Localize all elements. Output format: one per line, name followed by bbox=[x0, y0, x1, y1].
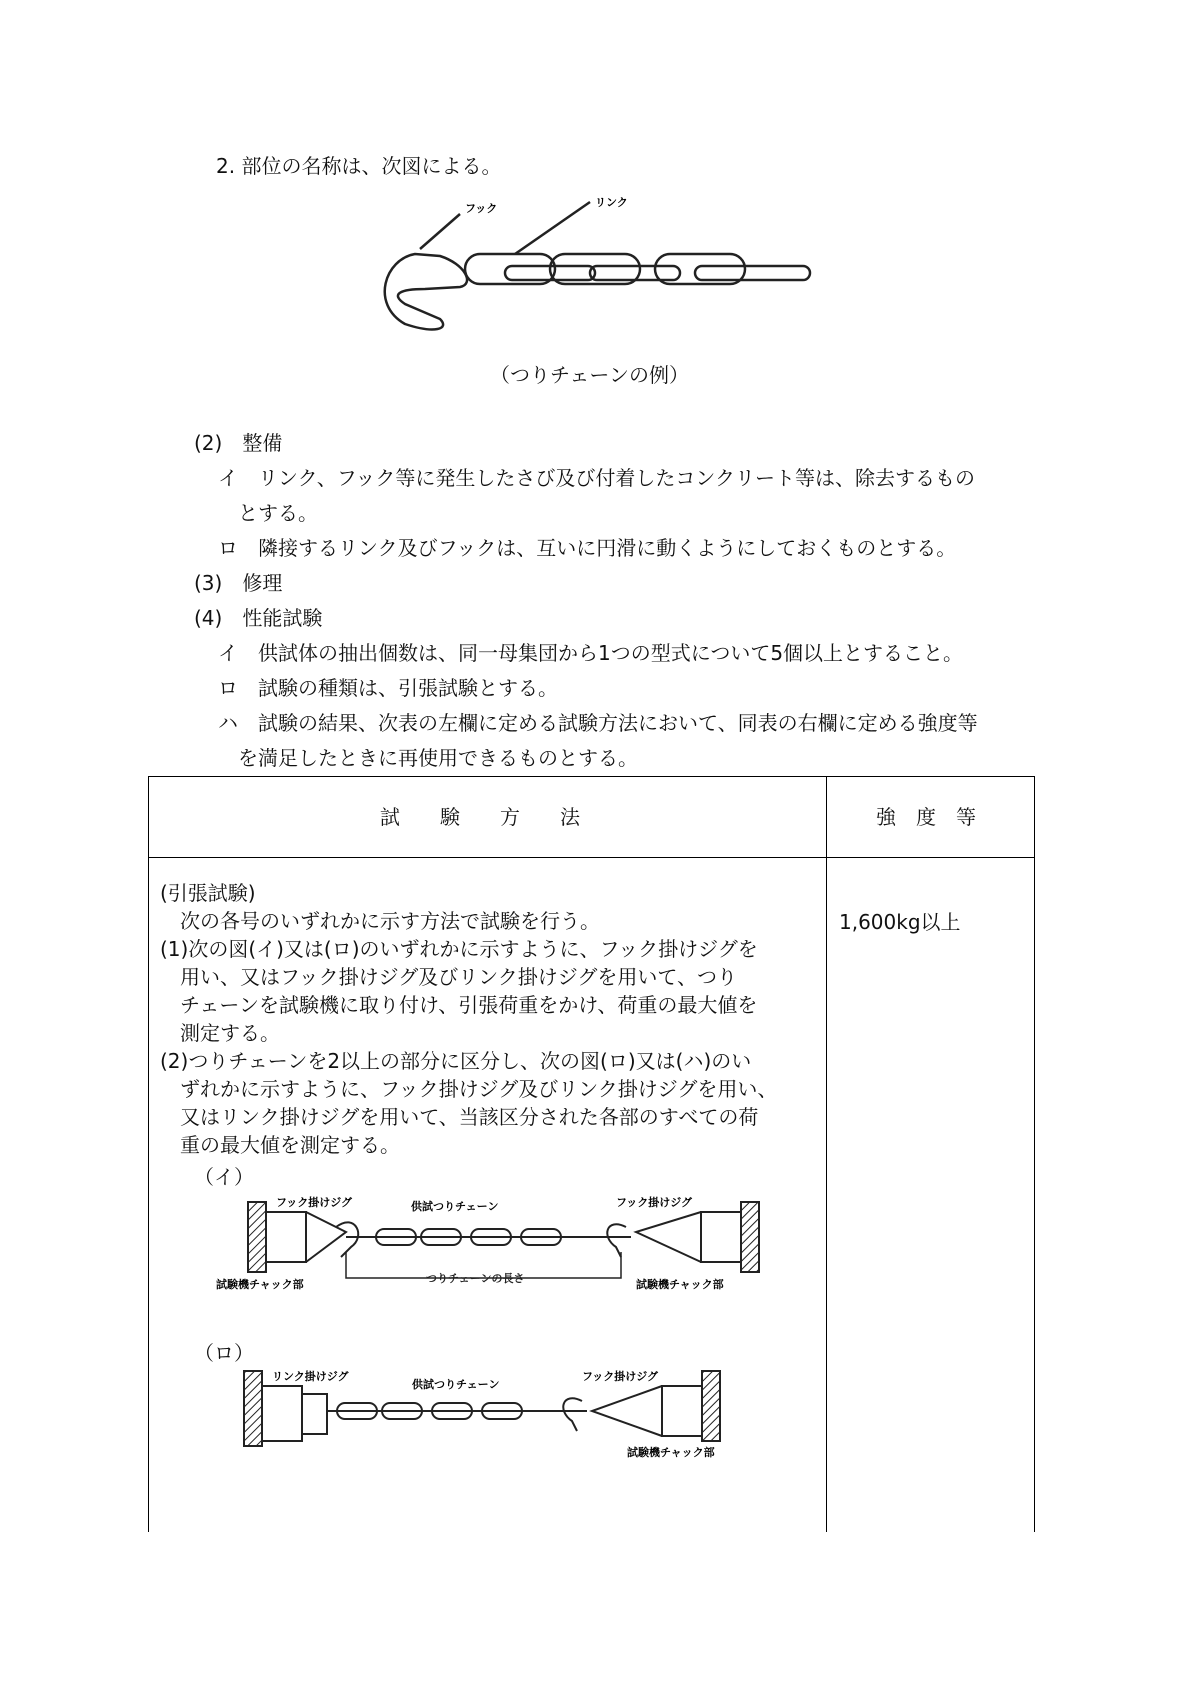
chain-example-figure bbox=[365, 194, 820, 340]
fig-ro-right-jig: フック掛けジグ bbox=[582, 1370, 659, 1383]
figure-i-hook-hook-setup bbox=[216, 1192, 761, 1292]
section-heading-repair: (3) 修理 bbox=[194, 571, 283, 595]
performance-item-ha: ハ 試験の結果、次表の左欄に定める試験方法において、同表の右欄に定める強度等 bbox=[218, 711, 978, 735]
method-line: 重の最大値を測定する。 bbox=[160, 1133, 400, 1157]
fig-ro-right-chuck: 試験機チャック部 bbox=[627, 1446, 715, 1458]
performance-item-i: イ 供試体の抽出個数は、同一母集団から1つの型式について5個以上とすること。 bbox=[218, 641, 964, 665]
method-line: ずれかに示すように、フック掛けジグ及びリンク掛けジグを用い、 bbox=[160, 1077, 778, 1101]
method-line: 次の各号のいずれかに示す方法で試験を行う。 bbox=[160, 909, 600, 933]
fig-ro-left-jig: リンク掛けジグ bbox=[272, 1370, 349, 1383]
maintenance-item-i-cont: とする。 bbox=[238, 501, 318, 525]
performance-item-ha-cont: を満足したときに再使用できるものとする。 bbox=[238, 746, 638, 770]
link-6 bbox=[695, 266, 810, 280]
performance-item-ro: ロ 試験の種類は、引張試験とする。 bbox=[218, 676, 558, 700]
method-line: (2)つりチェーンを2以上の部分に区分し、次の図(ロ)又は(ハ)のい bbox=[160, 1049, 752, 1073]
method-line: 用い、又はフック掛けジグ及びリンク掛けジグを用いて、つり bbox=[160, 965, 737, 989]
figure-i-label: （イ） bbox=[194, 1165, 254, 1189]
maintenance-item-ro: ロ 隣接するリンク及びフックは、互いに円滑に動くようにしておくものとする。 bbox=[218, 536, 957, 560]
link-4 bbox=[590, 266, 680, 280]
link-label: リンク bbox=[595, 196, 628, 209]
method-line: チェーンを試験機に取り付け、引張荷重をかけ、荷重の最大値を bbox=[160, 993, 758, 1017]
table-header-divider bbox=[148, 857, 1034, 858]
figure-caption: （つりチェーンの例） bbox=[490, 363, 689, 387]
method-line: 測定する。 bbox=[160, 1021, 280, 1045]
hook-label: フック bbox=[465, 202, 498, 215]
header-test-method: 試 験 方 法 bbox=[380, 805, 580, 829]
method-line: (引張試験) bbox=[160, 881, 256, 905]
strength-value: 1,600kg以上 bbox=[839, 910, 961, 934]
figure-ro-link-hook-setup bbox=[242, 1366, 757, 1458]
fig-i-right-chuck: 試験機チャック部 bbox=[636, 1278, 724, 1291]
fig-i-left-chuck: 試験機チャック部 bbox=[216, 1278, 304, 1291]
header-strength: 強 度 等 bbox=[876, 805, 976, 829]
hook-shape bbox=[385, 254, 467, 329]
fig-i-right-jig: フック掛けジグ bbox=[616, 1196, 693, 1209]
fig-i-left-jig: フック掛けジグ bbox=[276, 1196, 353, 1209]
fig-ro-chain: 供試つりチェーン bbox=[412, 1378, 500, 1391]
method-line: (1)次の図(イ)又は(ロ)のいずれかに示すように、フック掛けジグを bbox=[160, 937, 758, 961]
section-heading-maintenance: (2) 整備 bbox=[194, 431, 283, 455]
table-column-divider bbox=[826, 776, 827, 1532]
fig-i-chain: 供試つりチェーン bbox=[411, 1200, 499, 1213]
table-top-border bbox=[148, 776, 1034, 777]
maintenance-item-i: イ リンク、フック等に発生したさび及び付着したコンクリート等は、除去するもの bbox=[218, 466, 975, 490]
figure-ro-label: （ロ） bbox=[194, 1341, 254, 1365]
section-heading-performance: (4) 性能試験 bbox=[194, 606, 323, 630]
fig-i-length: つりチェーンの長さ bbox=[426, 1272, 525, 1285]
method-line: 又はリンク掛けジグを用いて、当該区分された各部のすべての荷 bbox=[160, 1105, 759, 1129]
intro-text: 2. 部位の名称は、次図による。 bbox=[216, 154, 502, 178]
